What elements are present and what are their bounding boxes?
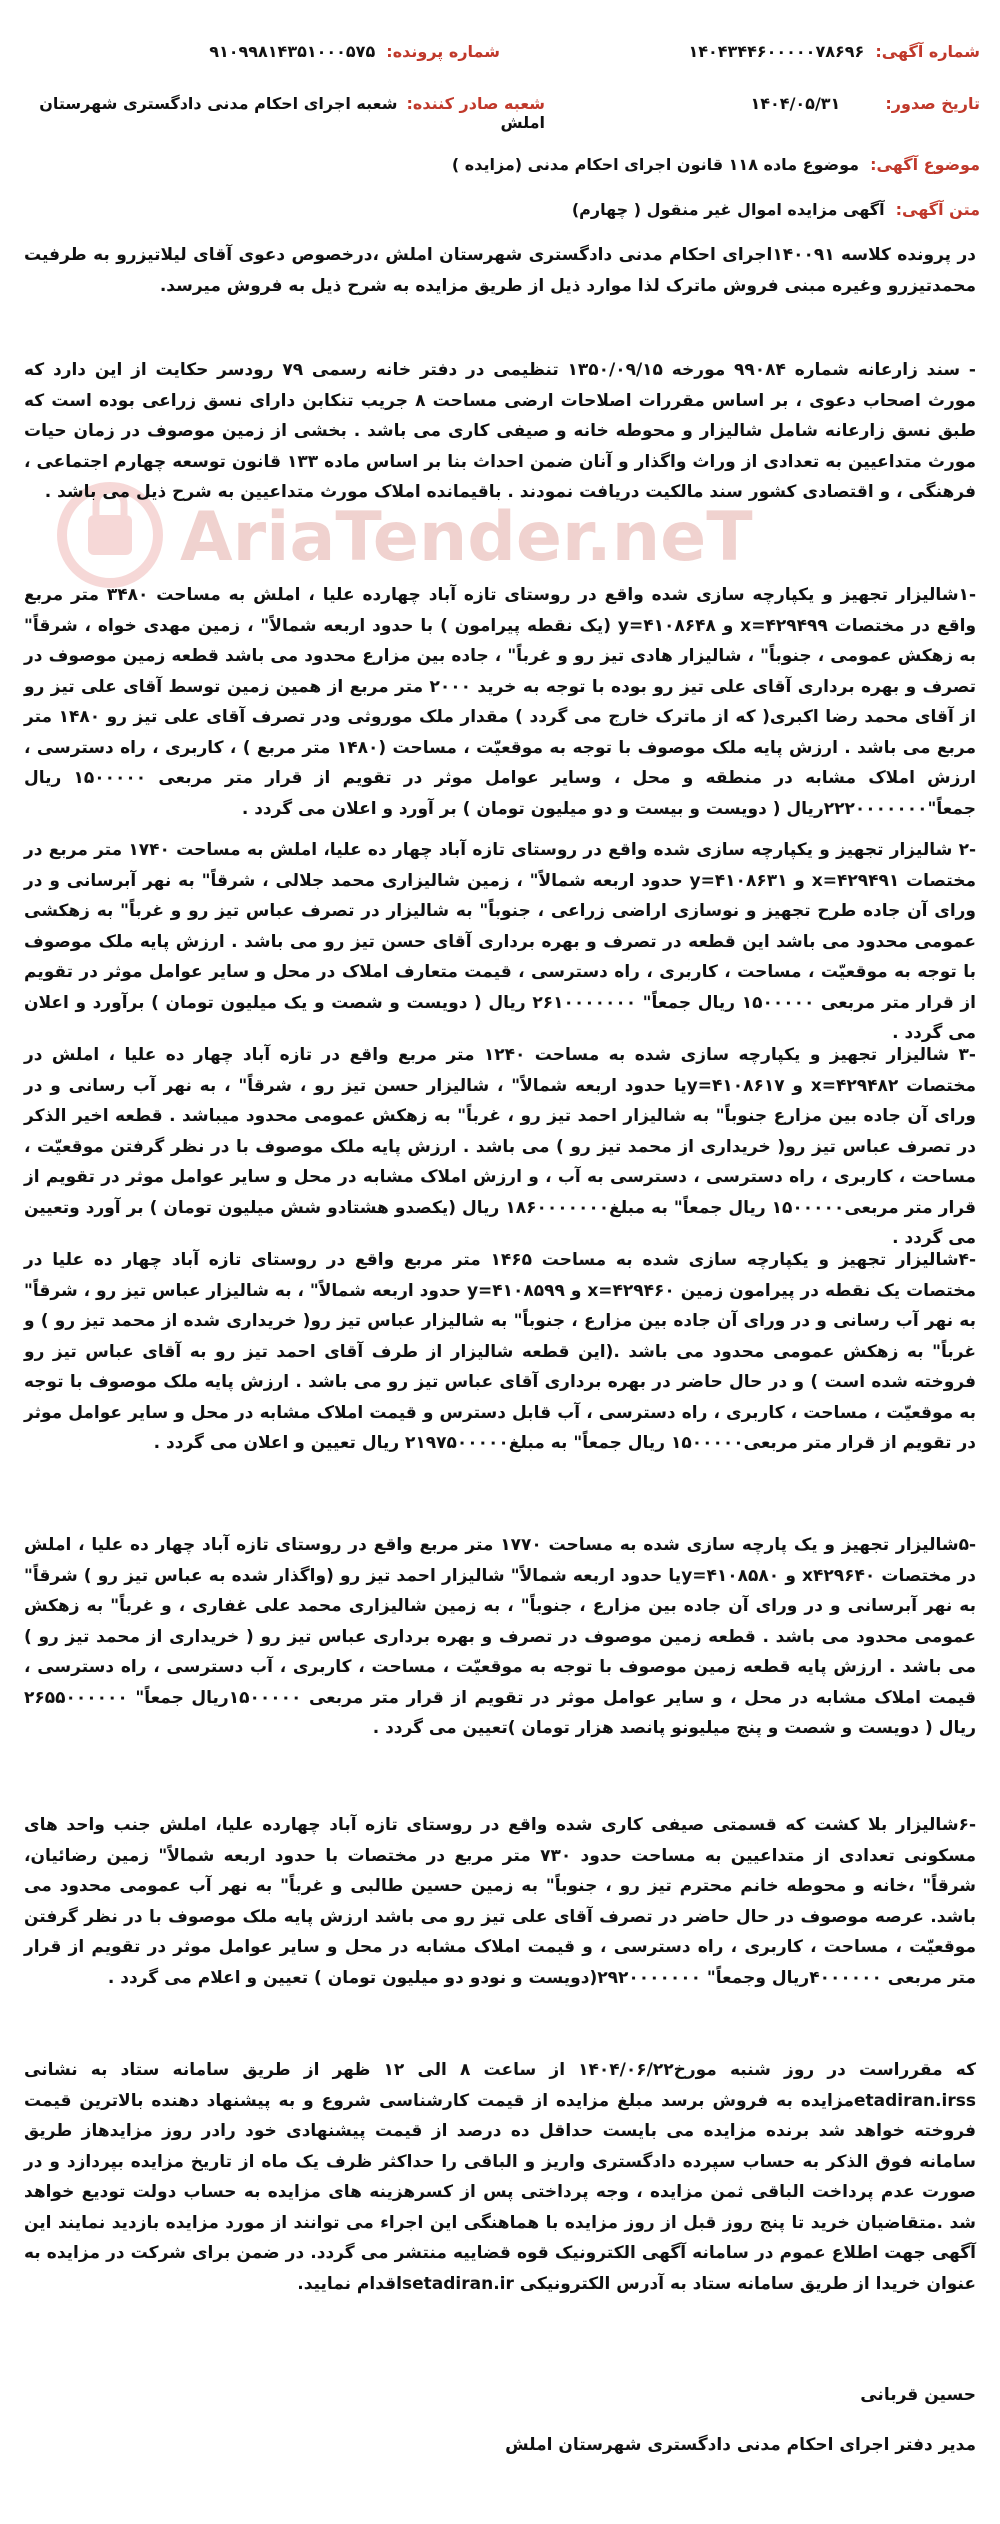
subject-value: موضوع ماده ۱۱۸ قانون اجرای احکام مدنی (مزایده ) (451, 155, 860, 174)
issuer: شعبه اجرای احکام مدنی دادگستری شهرستان املش (39, 94, 545, 132)
item-3-paragraph: -۳ شالیزار تجهیز و یکپارچه سازی شده به مساحت ۱۲۴۰ متر مربع واقع در تازه آباد چهار ده علیا ، املش در مختصات x=۴۲۹۴۸۲ و y=۴۱۰۸۶۱۷یا حدود اربعه شمالاً" ، شالیزار حسن تیز رو ، شرقاً" ، به نهر آب رسانی و در ورای آن جاده بین مزارع جنوباً" به شالیزار احمد تیز رو ، غرباً" به زهکش عمومی محدود میباشد . قطعه اخیر الذکر در تصرف عباس تیز رو( خریداری از محمد تیز رو ) می باشد . ارزش پایه ملک موصوف با در نظر گرفتن موقعیّت ، مساحت ، کاربری ، راه دسترسی ، دسترسی به آب ، و ارزش املاک مشابه در محل و سایر عوامل موثر در تقویم از قرار متر مربعی۱۵۰۰۰۰۰ ریال جمعاً" به مبلغ۱۸۶۰۰۰۰۰۰۰ ریال (یکصدو هشتادو شش میلیون تومان ) بر آورد وتعیین می گردد . (24, 1045, 977, 1248)
body-title-label: متن آگهی: (895, 200, 980, 219)
signatory-title: مدیر دفتر اجرای احکام مدنی دادگستری شهرستان املش (505, 2435, 976, 2455)
issuer-block (0, 94, 545, 132)
watermark-text: AriaTender.neT (180, 498, 753, 577)
issuer-label: شعبه صادر کننده: (406, 94, 545, 113)
ad-number: ۱۴۰۴۳۴۴۶۰۰۰۰۰۷۸۶۹۶ (688, 42, 865, 61)
item-6-paragraph: -۶شالیزار بلا کشت که قسمتی صیفی کاری شده واقع در روستای تازه آباد چهارده علیا، املش جنب واحد های مسکونی تعدادی از متداعیین به مساحت حدود ۷۳۰ متر مربع در مختصات با حدود اربعه شمالاً" زمین رضائیان، شرقاً" ،خانه و محوطه خانم محترم تیز رو ، جنوباً" به زمین حسین طالبی و غرباً" به نهر آب عمومی محدود می باشد. عرصه موصوف در حال حاضر در تصرف آقای علی تیز رو می باشد ارزش پایه ملک موصوف با در نظر گرفتن موقعیّت ، مساحت ، کاربری ، راه دسترسی ، و قیمت املاک مشابه در محل و سایر عوامل موثر در تقویم از قرار متر مربعی ۴۰۰۰۰۰۰ریال وجمعاً" ۲۹۲۰۰۰۰۰۰۰(دویست و نودو دو میلیون تومان ) تعیین و اعلام می گردد . (24, 1815, 976, 1988)
signatory-name: حسین قربانی (860, 2385, 976, 2405)
issue-date-label: تاریخ صدور: (885, 94, 980, 113)
intro-paragraph: در پرونده کلاسه ۱۴۰۰۹۱اجرای احکام مدنی دادگستری شهرستان املش ،درخصوص دعوی آقای لیلاتیزرو به طرفیت محمدتیزرو وغیره مبنی فروش ماترک لذا موارد ذیل از طریق مزایده به شرح ذیل به فروش میرسد. (24, 245, 977, 296)
case-number-label: شماره پرونده: (386, 42, 500, 61)
body-title-value: آگهی مزایده اموال غیر منقول ( چهارم) (571, 200, 885, 219)
item-2-paragraph: -۲ شالیزار تجهیز و یکپارچه سازی شده واقع در روستای تازه آباد چهار ده علیا، املش به مساحت ۱۷۴۰ متر مربع در مختصات ۴۲۹۴۹۱=x و y=۴۱۰۸۶۳۱ حدود اربعه شمالاً" ، زمین شالیزاری محمد جلالی ، شرقاً" به نهر آبرسانی و در ورای آن جاده طرح تجهیز و نوسازی اراضی زراعی ، جنوباً" به شالیزار در تصرف عباس تیز رو و غرباً" به زهکشی عمومی محدود می باشد این قطعه در تصرف و بهره برداری آقای حسن تیز رو می باشد . ارزش پایه ملک موصوف با توجه به موقعیّت ، مساحت ، کاربری ، راه دسترسی ، قیمت متعارف املاک در محل و سایر عوامل موثر در تقویم از قرار متر مربعی ۱۵۰۰۰۰۰ ریال جمعاً" ۲۶۱۰۰۰۰۰۰۰ ریال ( دویست و شصت و یک میلیون تومان ) برآورد و اعلان می گردد . (24, 840, 977, 1043)
case-number-block (209, 42, 500, 61)
issue-date: ۱۴۰۴/۰۵/۳۱ (750, 94, 841, 113)
subject-label: موضوع آگهی: (870, 155, 980, 174)
auction-terms-paragraph: که مقرراست در روز شنبه مورخ۱۴۰۴/۰۶/۲۲ از ساعت ۸ الی ۱۲ ظهر از طریق سامانه ستاد به نشانی etadiran.irssمزایده به فروش برسد مبلغ مزایده از قیمت کارشناسی شروع و به پیشنهاد دهنده بالاترین قیمت فروخته خواهد شد برنده مزایده می بایست حداقل ده درصد از قیمت پیشنهادی خود رادر روز مزایدهاز طریق سامانه فوق الذکر به حساب سپرده دادگستری واریز و الباقی را حداکثر ظرف یک ماه از تاریخ مزایده بپردازد و در صورت عدم پرداخت الباقی ثمن مزایده ، وجه پرداختی پس از کسرهزینه های مزایده به حساب دولت تودیع خواهد شد .متقاضیان خرید تا پنج روز قبل از روز مزایده با هماهنگی این اجراء می توانند از مورد مزایده بازدید نمایند این آگهی جهت اطلاع عموم در سامانه آگهی الکترونیک قوه قضاییه منتشر می گردد. در ضمن برای شرکت در مزایده به عنوان خریدا از طریق سامانه ستاد به آدرس الکترونیکی setadiran.irاقدام نمایید. (24, 2060, 976, 2294)
case-number: ۹۱۰۹۹۸۱۴۳۵۱۰۰۰۵۷۵ (209, 42, 376, 61)
item-5-paragraph: -۵شالیزار تجهیز و یک پارچه سازی شده به مساحت ۱۷۷۰ متر مربع واقع در روستای تازه آباد چهار ده علیا ، املش در مختصات x۴۲۹۶۴۰ و y=۴۱۰۸۵۸۰یا حدود اربعه شمالاً" شالیزار احمد تیز رو (واگذار شده به عباس تیز رو ) شرقاً" به نهر آبرسانی و در ورای آن جاده بین مزارع ، جنوباً" ، به زمین شالیزاری محمد علی غفاری ، و غرباً" به زهکش عمومی محدود می باشد . قطعه زمین موصوف در تصرف و بهره برداری عباس تیز رو ( خریداری از محمد تیز رو ) می باشد . ارزش پایه قطعه زمین موصوف با توجه به موقعیّت ، مساحت ، کاربری ، آب دسترسی ، راه دسترسی ، قیمت املاک مشابه در محل ، و سایر عوامل موثر در تقویم از قرار متر مربعی ۱۵۰۰۰۰۰ریال جمعاً" ۲۶۵۵۰۰۰۰۰۰ ریال ( دویست و شصت و پنج میلیونو پانصد هزار تومان )تعیین می گردد . (24, 1535, 977, 1738)
issue-date-block (751, 94, 981, 113)
body-title-block (572, 200, 980, 219)
ad-number-block (688, 42, 980, 61)
deed-paragraph: - سند زارعانه شماره ۹۹۰۸۴ مورخه ۱۳۵۰/۰۹/۱۵ تنظیمی در دفتر خانه رسمی ۷۹ رودسر حکایت از این دارد که مورث اصحاب دعوی ، بر اساس مقررات اصلاحات ارضی مساحت ۸ جریب تنکابن دارای نسق زراعی بوده است که طبق نسق زارعانه شامل شالیزار و محوطه خانه و صیفی کاری می باشد . بخشی از زمین موصوف در زمان حیات مورث متداعیین به تعدادی از وراث واگذار و آنان ضمن احداث بنا بر اساس ماده ۱۳۳ قانون توسعه چهارم اجتماعی ، فرهنگی ، و اقتصادی کشور سند مالکیت دریافت نمودند . باقیمانده املاک مورث متداعیین به شرح ذیل می باشد . (24, 360, 976, 502)
subject-block (452, 155, 980, 174)
item-4-paragraph: -۴شالیزار تجهیز و یکپارچه سازی شده به مساحت ۱۴۶۵ متر مربع واقع در روستای تازه آباد چهار ده علیا در مختصات یک نقطه در پیرامون زمین x=۴۲۹۴۶۰ و y=۴۱۰۸۵۹۹ حدود اربعه شمالاً" ، به شالیزار عباس تیز رو ، شرقاً" به نهر آب رسانی و در ورای آن جاده بین مزارع ، جنوباً" به شالیزار عباس تیز رو( خریداری شده از محمد تیز رو ) و غرباً" به زهکش عمومی محدود می باشد .(این قطعه شالیزار از طرف آقای احمد تیز رو به آقای عباس تیز رو فروخته شده است ) و در حال حاضر در بهره برداری آقای عباس تیز رو می باشد . ارزش پایه ملک موصوف با توجه به موقعیّت ، مساحت ، کاربری ، راه دسترسی ، آب قابل دسترس و قیمت املاک مشابه در محل و سایر عوامل موثر در تقویم از قرار متر مربعی۱۵۰۰۰۰۰ ریال جمعاً" به مبلغ۲۱۹۷۵۰۰۰۰۰ ریال تعیین و اعلان می گردد . (24, 1250, 977, 1453)
item-1-paragraph: -۱شالیزار تجهیز و یکپارچه سازی شده واقع در روستای تازه آباد چهارده علیا ، املش به مساحت ۳۴۸۰ متر مربع واقع در مختصات ۴۲۹۴۹۹=x و y=۴۱۰۸۶۴۸ (یک نقطه پیرامون ) با حدود اربعه شمالاً" ، زمین مهدی خواه ، شرقاً" به زهکش عمومی ، جنوباً" ، شالیزار هادی تیز رو و غرباً" ، جاده بین مزارع محدود می باشد قطعه زمین موصوف در تصرف و بهره برداری آقای علی تیز رو بوده با توجه به خرید ۲۰۰۰ متر مربع از همین زمین توسط آقای علی تیز رو از آقای محمد رضا اکبری( که از ماترک خارج می گردد ) مقدار ملک موروثی ودر تصرف آقای علی تیز رو ۱۴۸۰ متر مربع می باشد . ارزش پایه ملک موصوف با توجه به موقعیّت ، مساحت (۱۴۸۰ متر مربع ) ، کاربری ، راه دسترسی ، ارزش املاک مشابه در منطقه و محل ، وسایر عوامل موثر در تقویم از قرار متر مربعی ۱۵۰۰۰۰۰ ریال جمعاً"۲۲۲۰۰۰۰۰۰۰ریال ( دویست و بیست و دو میلیون تومان ) بر آورد و اعلان می گردد . (24, 585, 977, 819)
ad-number-label: شماره آگهی: (875, 42, 980, 61)
